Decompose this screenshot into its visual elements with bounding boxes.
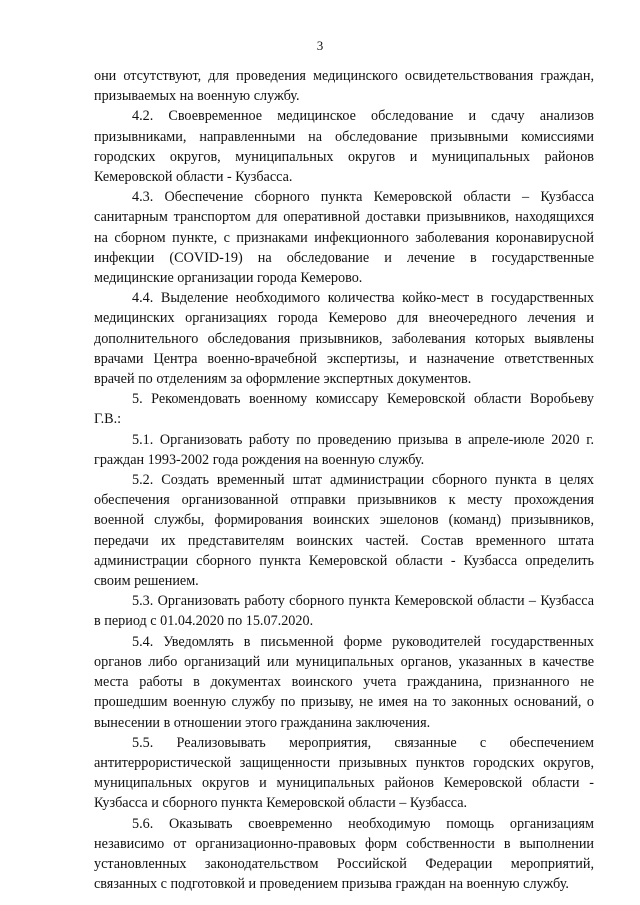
paragraph-5-4: 5.4. Уведомлять в письменной форме руководителей государственных органов либо организаций или муниципальных органов, указанных в качестве места работы в документах воинского учета гражданина, признанного не прошедшим военную службу по призыву, не имея на то законных оснований, о вынесении в отношении этого гражданина заключения. [94, 633, 594, 731]
paragraph-4-3: 4.3. Обеспечение сборного пункта Кемеровской области – Кузбасса санитарным транспортом для оперативной доставки призывников, находящихся на сборном пункте, с признаками инфекционного заболевания коронавирусной инфекции (COVID-19) на обследование и лечение в государственные медицинские организации города Кемерово. [94, 189, 594, 287]
paragraph-4-2: 4.2. Своевременное медицинское обследование и сдачу анализов призывниками, направленными на обследование призывными комиссиями городских округов, муниципальных округов и муниципальных районов Кемеровской области - Кузбасса. [94, 108, 594, 186]
paragraph-5: 5. Рекомендовать военному комиссару Кемеровской области Воробьеву Г.В.: [94, 391, 594, 428]
paragraph-5-3: 5.3. Организовать работу сборного пункта Кемеровской области – Кузбасса в период с 01.04.2020 по 15.07.2020. [94, 593, 594, 630]
paragraph-5-2: 5.2. Создать временный штат администрации сборного пункта в целях обеспечения организованной отправки призывников к месту прохождения военной службы, формирования воинских эшелонов (команд) призывников, передачи их представителям воинских частей. Состав временного штата администрации сборного пункта Кемеровской области - Кузбасса определить своим решением. [94, 472, 594, 590]
document-body [94, 66, 594, 894]
paragraph-5-5: 5.5. Реализовывать мероприятия, связанные с обеспечением антитеррористической защищенности призывных пунктов городских округов, муниципальных округов и муниципальных районов Кемеровской области - Кузбасса и сборного пункта Кемеровской области – Кузбасса. [94, 734, 594, 812]
paragraph-5-6: 5.6. Оказывать своевременно необходимую помощь организациям независимо от организационно-правовых форм собственности в выполнении установленных законодательством Российской Федерации мероприятий, связанных с подготовкой и проведением призыва граждан на военную службу. [94, 815, 594, 893]
paragraph-4-4: 4.4. Выделение необходимого количества койко-мест в государственных медицинских организациях города Кемерово для внеочередного лечения и дополнительного обследования призывников, заболевания которых выявлены врачами Центра военно-врачебной экспертизы, и назначение ответственных врачей по отделениям за оформление экспертных документов. [94, 290, 594, 388]
page-number: 3 [316, 38, 324, 53]
paragraph-continuation: они отсутствуют, для проведения медицинского освидетельствования граждан, призываемых на военную службу. [94, 68, 594, 105]
paragraph-5-1: 5.1. Организовать работу по проведению призыва в апреле-июле 2020 г. граждан 1993-2002 года рождения на военную службу. [94, 431, 594, 468]
